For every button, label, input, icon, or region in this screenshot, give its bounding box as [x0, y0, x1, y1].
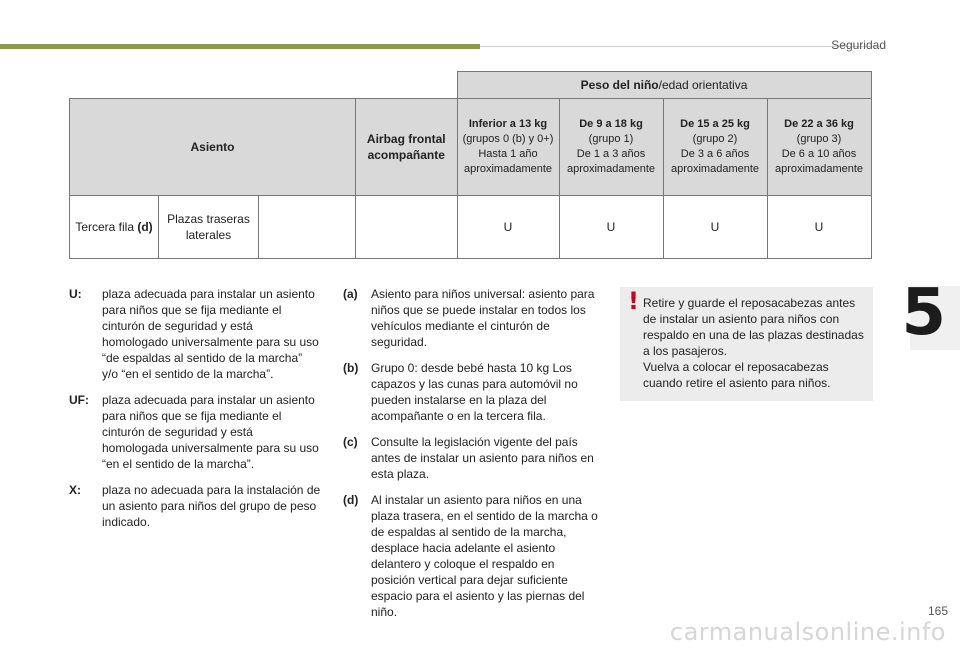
legend-list	[69, 286, 321, 540]
table-row	[70, 196, 872, 259]
exclamation-icon: !	[628, 287, 639, 315]
list-item: X: plaza no adecuada para la instalación de un asiento para niños del grupo de peso indicado.	[69, 483, 321, 529]
list-item: UF: plaza adecuada para instalar un asiento para niños que se fija mediante el cinturón de seguridad y está homologada universalmente para su uso “en el sentido de la marcha”.	[69, 393, 319, 471]
airbag-column-header: Airbag frontal acompañante	[356, 99, 458, 196]
child-seat-table	[69, 71, 872, 259]
airbag-cell-2	[356, 196, 458, 259]
weight-header: Peso del niño/edad orientativa	[457, 72, 871, 99]
list-item: (b) Grupo 0: desde bebé hasta 10 kg Los capazos y las cunas para automóvil no pueden instalarse en la plaza del acompañante o en la tercera fila.	[343, 361, 578, 423]
list-item: (d) Al instalar un asiento para niños en una plaza trasera, en el sentido de la marcha o de espaldas al sentido de la marcha, desplace hacia adelante el asiento delantero y coloque el respaldo en posición vertical para dejar suficiente espacio para el asiento y las piernas del niño.	[343, 493, 598, 619]
table-cell: U	[663, 196, 767, 259]
table-cell: U	[457, 196, 559, 259]
weight-group-1: De 9 a 18 kg (grupo 1) De 1 a 3 años aproximadamente	[559, 99, 663, 196]
section-title: Seguridad	[831, 38, 886, 52]
table-cell: U	[559, 196, 663, 259]
list-item: U: plaza adecuada para instalar un asiento para niños que se fija mediante el cinturón de seguridad y está homologado universalmente para su uso “de espaldas al sentido de la marcha” y/o “en el sentido de la marcha”.	[69, 287, 319, 381]
weight-group-2: De 15 a 25 kg (grupo 2) De 3 a 6 años aproximadamente	[663, 99, 767, 196]
watermark: carmanualsonline.info	[669, 618, 946, 646]
notes-list	[343, 286, 599, 630]
warning-box	[620, 287, 873, 401]
chapter-number: 5	[901, 276, 946, 350]
warning-text: Retire y guarde el reposacabezas antes de instalar un asiento para niños con respaldo en una de las plazas destinadas a los pasajeros.	[643, 296, 864, 358]
seat-column-header: Asiento	[70, 99, 356, 196]
airbag-cell	[259, 196, 356, 259]
header-rule	[480, 46, 880, 47]
seat-position: Plazas traseras laterales	[159, 196, 259, 259]
warning-text: Vuelva a colocar el reposacabezas cuando retire el asiento para niños.	[643, 360, 831, 390]
weight-group-3: De 22 a 36 kg (grupo 3) De 6 a 10 años aproximadamente	[767, 99, 871, 196]
list-item: (a) Asiento para niños universal: asiento para niños que se puede instalar en todos los vehículos mediante el cinturón de seguridad.	[343, 287, 595, 349]
row-label: Tercera fila (d)	[70, 196, 159, 259]
weight-group-0: Inferior a 13 kg (grupos 0 (b) y 0+) Hasta 1 año aproximadamente	[457, 99, 559, 196]
page-number: 165	[927, 604, 948, 618]
header-accent-bar	[0, 44, 480, 49]
table-cell: U	[767, 196, 871, 259]
list-item: (c) Consulte la legislación vigente del país antes de instalar un asiento para niños en esta plaza.	[343, 435, 594, 481]
